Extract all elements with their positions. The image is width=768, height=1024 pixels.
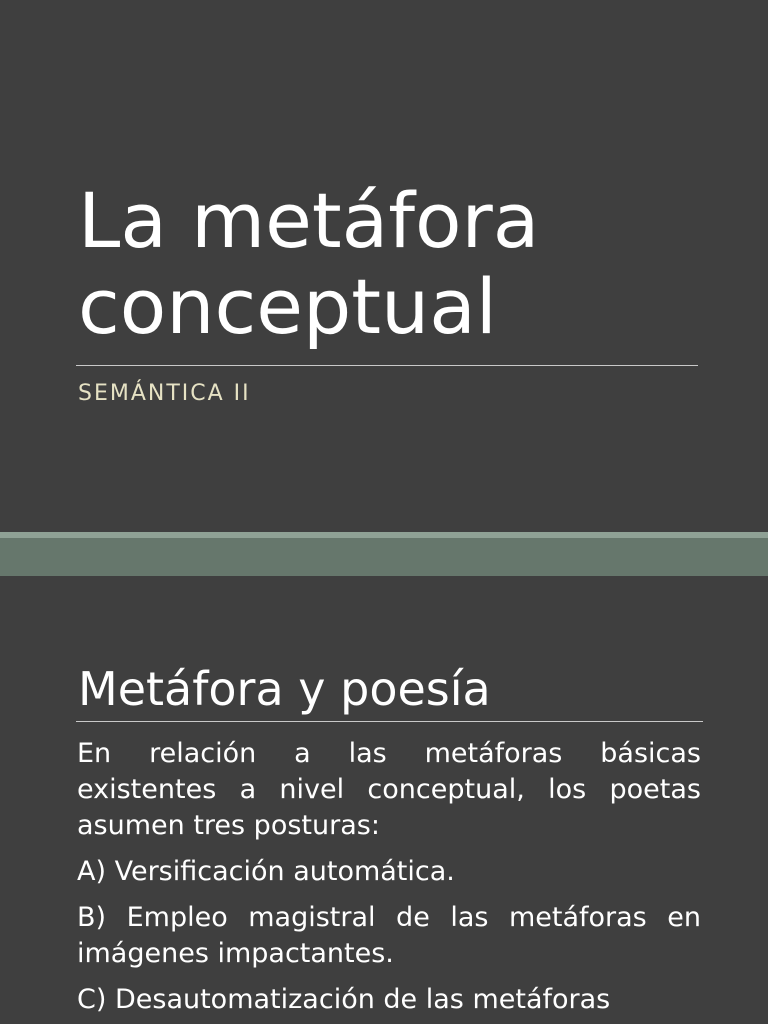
slide-title [78,178,718,350]
content-heading: Metáfora y poesía [78,662,491,716]
content-slide [0,576,768,1024]
body-item-a: A) Versificación automática. [77,856,455,887]
slide-separator [0,538,768,576]
body-item-b: B) Empleo magistral de las metáforas en imágenes impactantes. [77,902,701,969]
slide-title-line-2: conceptual [78,262,497,351]
body-paragraph-intro: En relación a las metáforas básicas existentes a nivel conceptual, los poetas asumen tres posturas: [77,738,701,841]
slide-title-line-1: La metáfora [78,176,540,265]
body-item-c: C) Desautomatización de las metáforas [77,984,611,1015]
slide-subtitle: SEMÁNTICA II [78,381,251,406]
content-body [77,736,701,1024]
title-divider [76,365,698,366]
heading-divider [76,721,703,722]
